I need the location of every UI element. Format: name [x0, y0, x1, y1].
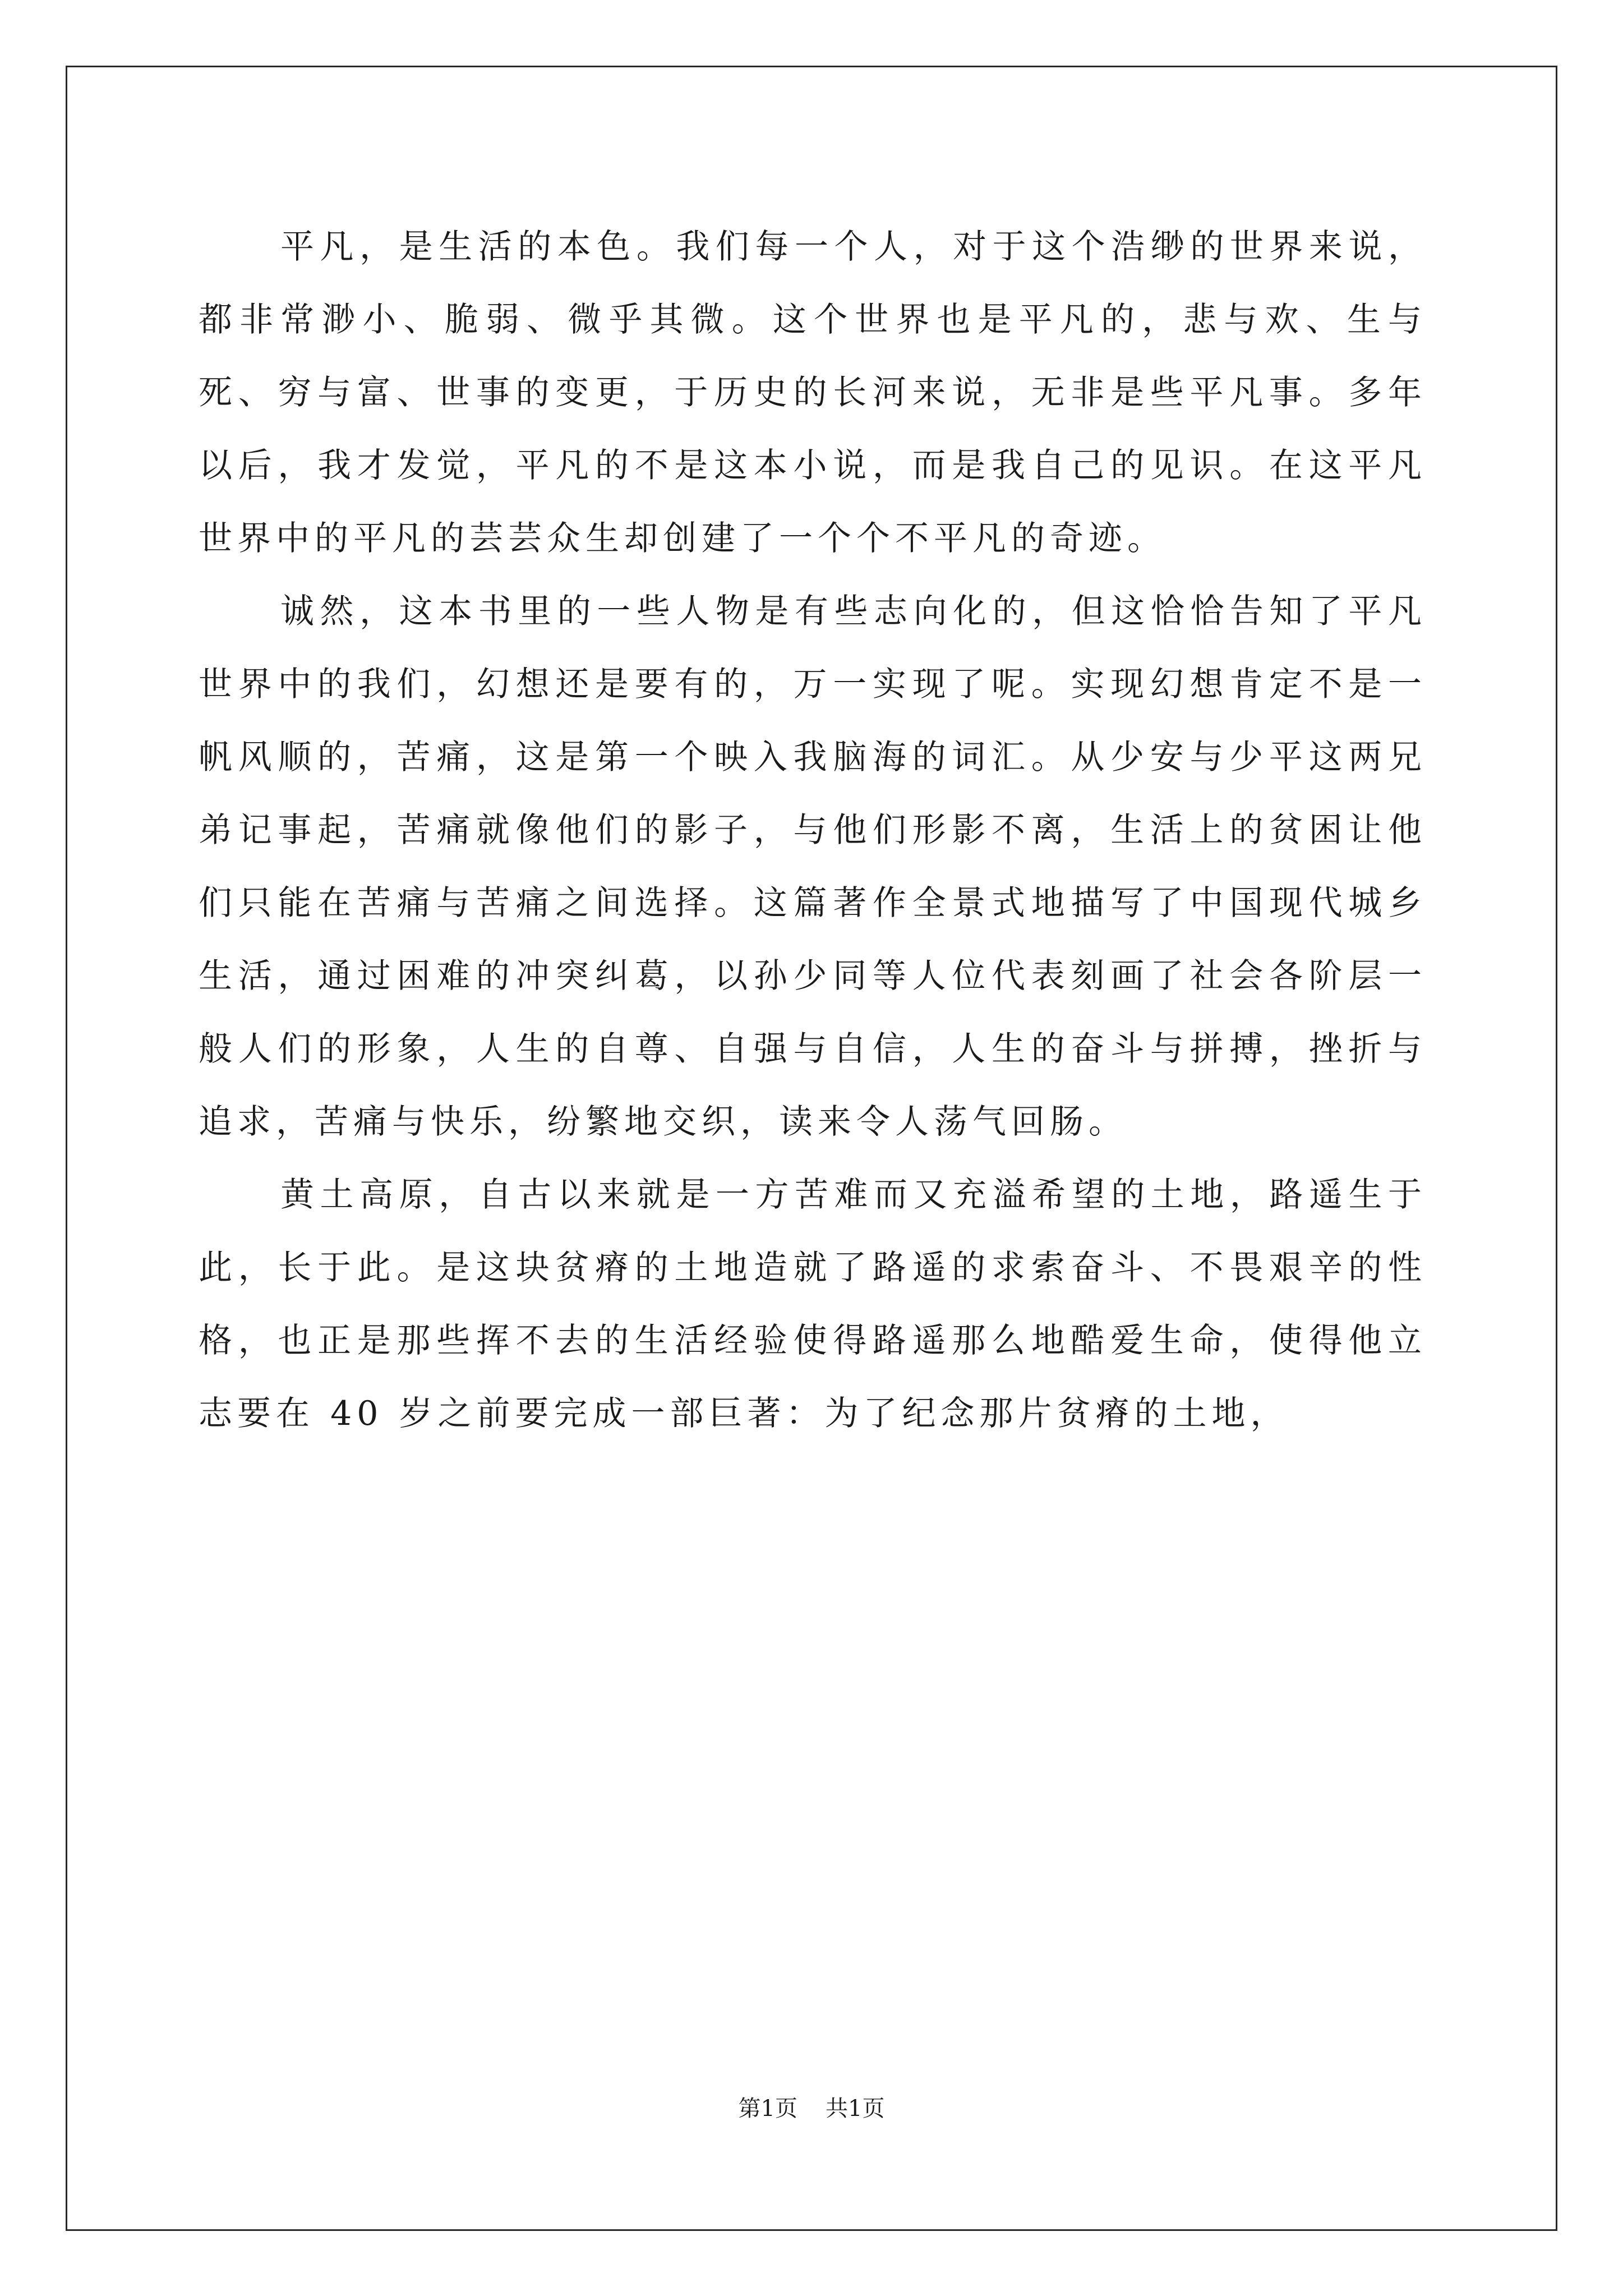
page-number: 第1页: [738, 2096, 797, 2122]
paragraph-2: 诚然，这本书里的一些人物是有些志向化的，但这恰恰告知了平凡世界中的我们，幻想还是要有的，万一实现了呢。实现幻想肯定不是一帆风顺的，苦痛，这是第一个映入我脑海的词汇。从少安与少平这两兄弟记事起，苦痛就像他们的影子，与他们形影不离，生活上的贫困让他们只能在苦痛与苦痛之间选择。这篇著作全景式地描写了中国现代城乡生活，通过困难的冲突纠葛，以孙少同等人位代表刻画了社会各阶层一般人们的形象，人生的自尊、自强与自信，人生的奋斗与拼搏，挫折与追求，苦痛与快乐，纷繁地交织，读来令人荡气回肠。: [199, 592, 1427, 1142]
paragraph-1: 平凡，是生活的本色。我们每一个人，对于这个浩缈的世界来说，都非常渺小、脆弱、微乎其微。这个世界也是平凡的，悲与欢、生与死、穷与富、世事的变更，于历史的长河来说，无非是些平凡事。多年以后，我才发觉，平凡的不是这本小说，而是我自己的见识。在这平凡世界中的平凡的芸芸众生却创建了一个个不平凡的奇迹。: [199, 227, 1427, 558]
page-footer: [0, 2095, 1623, 2122]
document-body: [199, 210, 1427, 1450]
paragraph-3: 黄土高原，自古以来就是一方苦难而又充溢希望的土地，路遥生于此，长于此。是这块贫瘠的土地造就了路遥的求索奋斗、不畏艰辛的性格，也正是那些挥不去的生活经验使得路遥那么地酷爱生命，使得他立志要在 40 岁之前要完成一部巨著：为了纪念那片贫瘠的土地，: [199, 1175, 1427, 1433]
page-total: 共1页: [826, 2096, 885, 2122]
